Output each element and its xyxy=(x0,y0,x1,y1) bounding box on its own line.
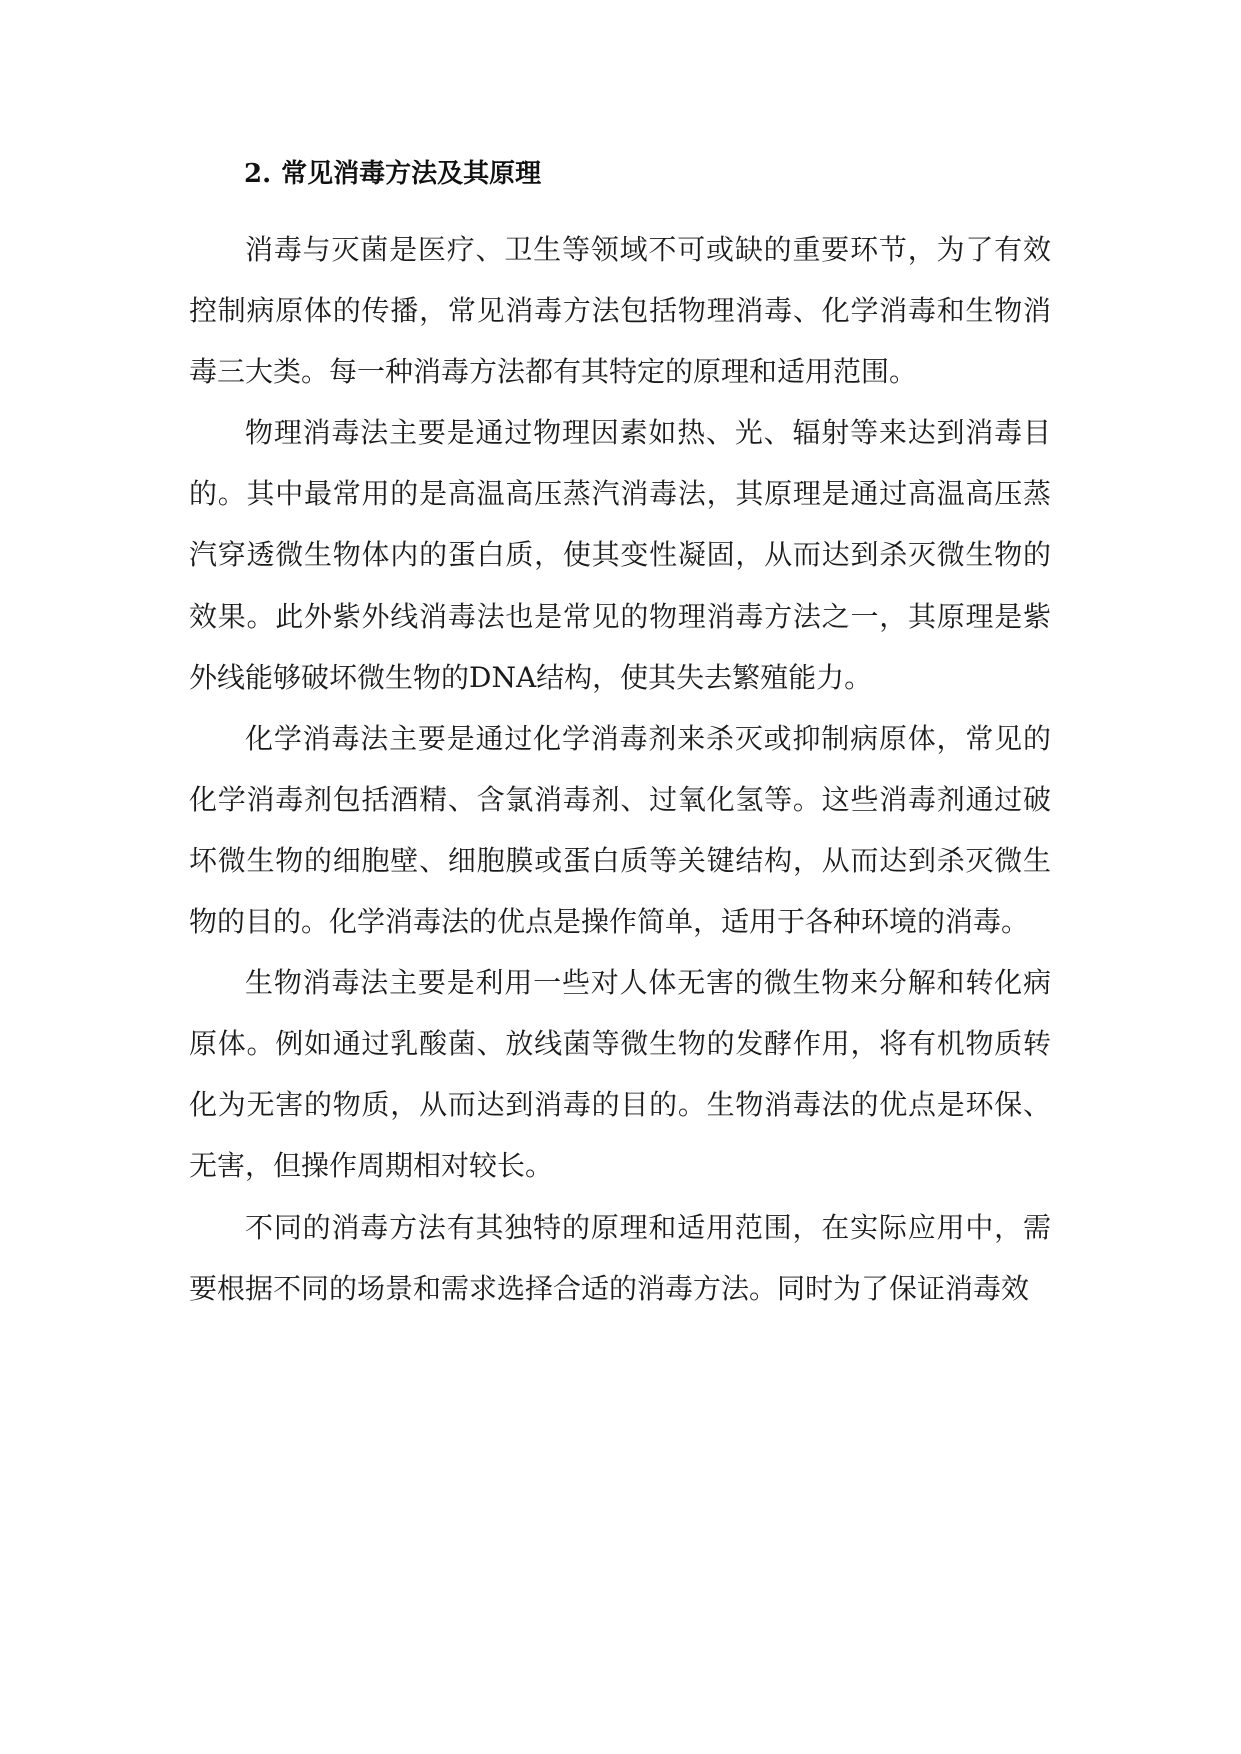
paragraph-physical-disinfection: 物理消毒法主要是通过物理因素如热、光、辐射等来达到消毒目的。其中最常用的是高温高压蒸汽消毒法，其原理是通过高温高压蒸汽穿透微生物体内的蛋白质，使其变性凝固，从而达到杀灭微生物的效果。此外紫外线消毒法也是常见的物理消毒方法之一，其原理是紫外线能够破坏微生物的DNA结构，使其失去繁殖能力。 xyxy=(189,416,1051,694)
paragraph-chemical-disinfection: 化学消毒法主要是通过化学消毒剂来杀灭或抑制病原体，常见的化学消毒剂包括酒精、含氯消毒剂、过氧化氢等。这些消毒剂通过破坏微生物的细胞壁、细胞膜或蛋白质等关键结构，从而达到杀灭微生物的目的。化学消毒法的优点是操作简单，适用于各种环境的消毒。 xyxy=(189,721,1051,939)
paragraph-biological-disinfection: 生物消毒法主要是利用一些对人体无害的微生物来分解和转化病原体。例如通过乳酸菌、放线菌等微生物的发酵作用，将有机物质转化为无害的物质，从而达到消毒的目的。生物消毒法的优点是环保、无害，但操作周期相对较长。 xyxy=(189,966,1051,1183)
paragraph-method-selection: 不同的消毒方法有其独特的原理和适用范围，在实际应用中，需要根据不同的场景和需求选择合适的消毒方法。同时为了保证消毒效 xyxy=(189,1210,1051,1305)
body-text xyxy=(189,219,1051,1319)
section-title: 常见消毒方法及其原理 xyxy=(281,159,542,189)
section-heading xyxy=(244,150,1064,198)
section-number: 2. xyxy=(244,159,272,189)
paragraph-intro: 消毒与灭菌是医疗、卫生等领域不可或缺的重要环节，为了有效控制病原体的传播，常见消毒方法包括物理消毒、化学消毒和生物消毒三大类。每一种消毒方法都有其特定的原理和适用范围。 xyxy=(189,233,1051,389)
